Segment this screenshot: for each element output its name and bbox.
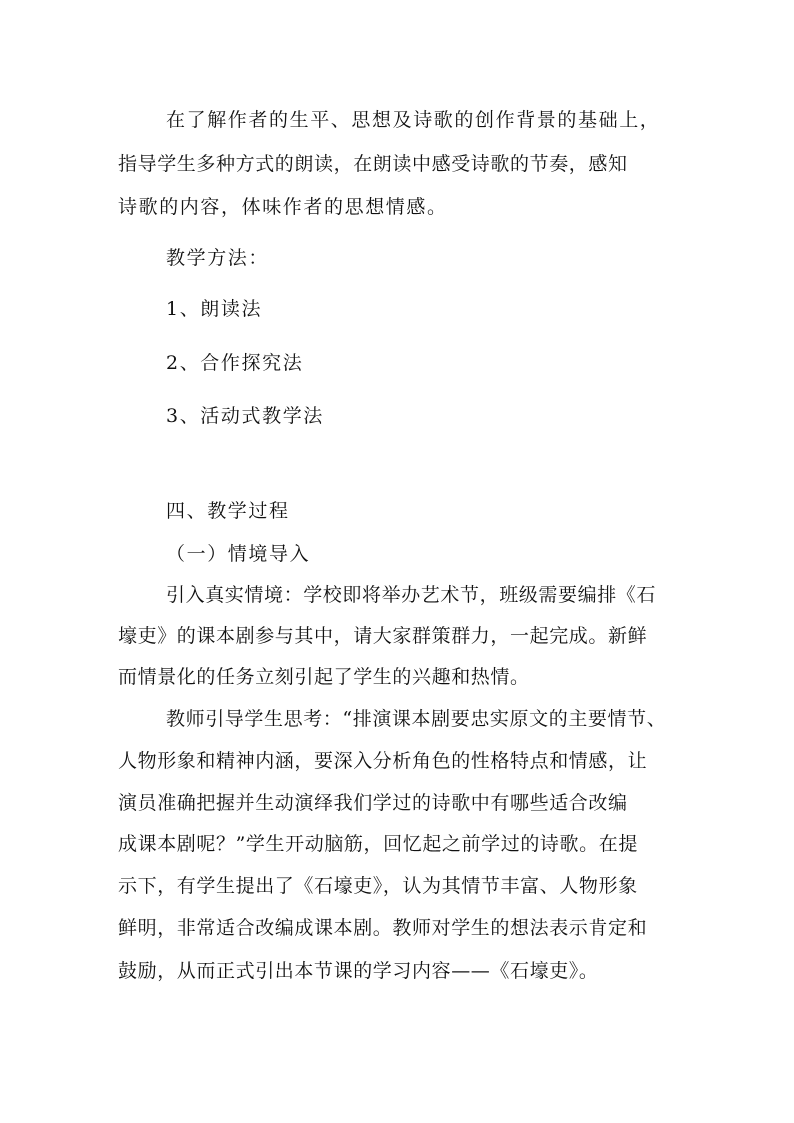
paragraph-line: 人物形象和精神内涵，要深入分析角色的性格特点和情感，让 xyxy=(118,750,648,772)
paragraph-line: 成课本剧呢？”学生开动脑筋，回忆起之前学过的诗歌。在提 xyxy=(118,833,638,855)
methods-heading: 教学方法： xyxy=(166,247,270,269)
paragraph-line: 在了解作者的生平、思想及诗歌的创作背景的基础上， xyxy=(166,109,661,131)
paragraph-line: 演员准确把握并生动演绎我们学过的诗歌中有哪些适合改编 xyxy=(118,792,628,814)
paragraph-line: 引入真实情境：学校即将举办艺术节，班级需要编排《石 xyxy=(166,584,657,606)
method-item: 1、朗读法 xyxy=(166,298,263,320)
paragraph-line: 壕吏》的课本剧参与其中，请大家群策群力，一起完成。新鲜 xyxy=(118,625,648,647)
section-subheading: （一）情境导入 xyxy=(166,543,311,565)
paragraph-line: 而情景化的任务立刻引起了学生的兴趣和热情。 xyxy=(118,666,530,688)
paragraph-line: 鲜明，非常适合改编成课本剧。教师对学生的想法表示肯定和 xyxy=(118,917,648,939)
paragraph-line: 教师引导学生思考：“排演课本剧要忠实原文的主要情节、 xyxy=(166,708,667,730)
paragraph-line: 指导学生多种方式的朗读，在朗读中感受诗歌的节奏，感知 xyxy=(118,153,628,175)
method-item: 2、合作探究法 xyxy=(166,352,304,374)
method-item: 3、活动式教学法 xyxy=(166,405,324,427)
section-heading: 四、教学过程 xyxy=(166,500,290,522)
paragraph-line: 鼓励，从而正式引出本节课的学习内容——《石壕吏》。 xyxy=(118,960,599,982)
paragraph-line: 示下，有学生提出了《石壕吏》，认为其情节丰富、人物形象 xyxy=(118,875,638,897)
paragraph-line: 诗歌的内容，体味作者的思想情感。 xyxy=(118,196,448,218)
